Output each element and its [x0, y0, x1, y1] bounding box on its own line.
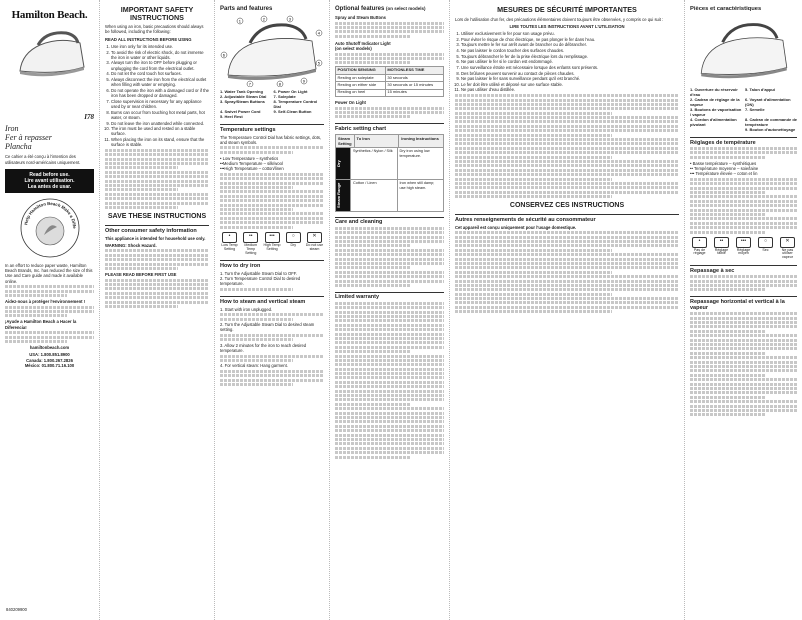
part-item: 1. Water Tank Opening	[220, 89, 263, 94]
safety-item: 10. The iron must be used and rested on a stable surface.	[111, 126, 209, 137]
safety-list	[105, 44, 209, 148]
phone-mexico-number: 01.800.71.16.100	[41, 362, 75, 368]
steam-step: 1. Start with iron unplugged.	[220, 306, 273, 312]
safety-item: 7. Close supervision is necessary for any appliance used by or near children.	[111, 99, 209, 110]
pos-cell: Resting on either side	[336, 82, 386, 89]
auto-shutoff-title: Auto Shutoff Indicator Light	[335, 40, 391, 46]
piece-item: 7. Semelle	[745, 107, 765, 112]
fabric-header: To Iron	[354, 135, 399, 147]
mesures-item: 2. Pour éviter le risque de choc électrique, ne pas plonger le fer dans l'eau.	[461, 37, 679, 42]
temp-icon-label: Medium Temp Setting	[244, 242, 258, 255]
svg-text:2: 2	[262, 16, 266, 22]
fabric-cell: Synthetics / Nylon / Silk	[350, 148, 397, 179]
safety-item: 11. When placing the iron on its stand, ensure that the surface is stable.	[111, 137, 209, 148]
fabric-side-label: Steam Range	[336, 180, 350, 211]
cover-intro-fr: Ce cahier a été conçu à l'intention des utilisateurs nord-américains uniquement.	[5, 154, 81, 165]
reglage-icon	[734, 237, 753, 261]
temp-item: •••High Temperature – cotton/linen	[220, 166, 284, 172]
pos-header: MOTIONLESS TIME	[385, 67, 443, 74]
iron-temp-icon: •	[222, 232, 237, 243]
features-panel	[330, 0, 450, 620]
reglage-icon-label: Sec	[762, 247, 769, 252]
svg-text:6: 6	[222, 52, 226, 58]
mesures-item: 4. Ne pas laisser le cordon toucher des surfaces chaudes.	[461, 48, 679, 53]
svg-text:3: 3	[288, 16, 292, 22]
temp-icon	[284, 232, 303, 256]
read-before-use-box	[5, 169, 94, 193]
safety-item: 3. Always turn the iron to OFF before plugging or unplugging the cord from the electrical outlet.	[111, 60, 209, 71]
dry-iron-step: 1. Turn the Adjustable Steam Dial to OFF.	[220, 270, 298, 276]
safety-item: 6. Do not operate the iron with a damaged cord or if the iron has been dropped or damaged.	[111, 88, 209, 99]
iron-temp-icon: •	[692, 237, 707, 248]
dry-iron-title: How to dry iron	[220, 260, 324, 269]
pos-cell: Resting on heel	[336, 89, 386, 96]
pos-cell: 15 minutes	[385, 89, 443, 96]
phone-canada-number: 1.800.267.2826	[43, 357, 73, 363]
features-title-note: (on select models)	[386, 6, 426, 11]
reglage-icon	[690, 237, 709, 261]
part-item: 4. Swivel Power Cord	[220, 109, 261, 114]
power-on-title: Power On Light	[335, 100, 366, 106]
piece-item	[690, 127, 742, 132]
fabric-row	[336, 147, 443, 179]
piece-item: 5. Talon d'appui	[745, 87, 775, 92]
mesures-col-left	[455, 6, 679, 315]
mesures-item: 3. Toujours mettre le fer sur arrêt avant de brancher ou de débrancher.	[461, 42, 679, 47]
doc-code: 840209900	[6, 606, 27, 612]
phone-usa-label: USA:	[29, 352, 40, 358]
cover-paragraph-es-heading: ¡Ayude a Hamilton Beach a Hacer la Diferencia!	[5, 319, 77, 330]
piece-item: 3. Boutons de vaporisation / vapeur	[690, 107, 742, 117]
phone-mexico	[5, 363, 94, 368]
iron-temp-icon: •••	[265, 232, 280, 243]
spray-title: Spray and Steam Buttons	[335, 15, 386, 20]
steam-title: How to steam and vertical steam	[220, 296, 324, 305]
phone-usa-number: 1.800.851.8900	[40, 352, 70, 358]
parts-title: Parts and features	[220, 6, 273, 12]
temp-icon	[241, 232, 260, 256]
auto-shutoff-note: (on select models)	[335, 46, 372, 52]
pieces-list	[690, 87, 797, 132]
fabric-cell: Dry iron using low temperature.	[397, 148, 444, 179]
fabric-side-label: Dry	[336, 148, 350, 179]
piece-item: 4. Cordon d'alimentation pivotant	[690, 117, 737, 127]
piece-item: 9. Bouton d'autonettoyage	[745, 127, 796, 132]
fabric-cell: Cotton / Linen	[350, 180, 397, 211]
fabric-cell: Iron when still damp; use high steam.	[397, 180, 444, 211]
mesures-read-all: LIRE TOUTES LES INSTRUCTIONS AVANT L'UTILISATION	[509, 23, 625, 29]
iron-temp-icon: ••	[243, 232, 258, 243]
safety-read-all: READ ALL INSTRUCTIONS BEFORE USING	[105, 36, 192, 42]
other-safety-note-1: WARNING: Shock Hazard.	[105, 242, 157, 248]
pos-cell: Resting on soleplate	[336, 74, 386, 81]
reglages-title: Réglages de température	[690, 137, 797, 146]
svg-text:8: 8	[278, 81, 282, 87]
temp-icon-label: High Temp Setting	[263, 242, 281, 251]
part-item: 9. Self-Clean Button	[273, 109, 312, 114]
mesures-item: 9. Ne pas laisser le fer sans surveillance pendant qu'il est branché.	[461, 76, 679, 81]
mesures-panel	[450, 0, 685, 620]
fabric-chart-header	[336, 135, 443, 147]
mesures-item: 5. Toujours débrancher le fer de la prise électrique lors du remplissage.	[461, 54, 679, 59]
temp-icon-label: Low Temp Setting	[221, 242, 238, 251]
svg-text:4: 4	[317, 30, 321, 36]
temp-icon	[305, 232, 324, 256]
pos-cell: 30 seconds or 15 minutes	[385, 82, 443, 89]
part-item: 5. Heel Rest	[220, 114, 243, 119]
autres-title: Autres renseignements de sécurité au consommateur	[455, 214, 679, 223]
piece-item: 2. Cadran de réglage de la vapeur	[690, 97, 740, 107]
cover-paragraph-en: In an effort to reduce paper waste, Hamilton Beach Brands, Inc. has reduced the size of this Use and Care guide and made it available online.	[5, 262, 93, 284]
mesures-item: 8. Des brûlures peuvent survenir au contact de pièces chaudes.	[461, 71, 679, 76]
parts-diagram	[220, 15, 324, 87]
iron-temp-icon: •••	[736, 237, 751, 248]
fabric-row	[336, 179, 443, 211]
no-steam-icon: ✕	[307, 232, 322, 243]
pos-header: POSITION SENSING	[336, 67, 386, 74]
mesures-list	[455, 31, 679, 93]
temp-icons-row	[220, 232, 324, 256]
temp-icon-label: Dry	[290, 242, 297, 247]
svg-text:7: 7	[248, 81, 252, 87]
read-es: Lea antes de usar.	[27, 183, 72, 190]
reglage-icon-label: Réglage faible	[714, 247, 729, 256]
fabric-chart	[335, 134, 444, 212]
mesures-item: 11. Ne pas utiliser d'eau distillée.	[461, 87, 679, 92]
safety-item: 8. Burns can occur from touching hot metal parts, hot water, or steam.	[111, 110, 209, 121]
mesures-item: 7. Une surveillance étroite est nécessaire lorsque des enfants sont présents.	[461, 65, 679, 70]
safety-item: 1. Use iron only for its intended use.	[111, 44, 209, 49]
safety-intro: When using an iron, basic precautions should always be followed, including the following:	[105, 24, 204, 35]
badge-text: Help Hamilton Beach Make a Diffe	[22, 200, 77, 229]
care-title: Care and cleaning	[335, 217, 444, 226]
reglage-icons-row	[690, 237, 797, 261]
save-instructions-title: SAVE THESE INSTRUCTIONS	[107, 213, 207, 220]
conservez-title: CONSERVEZ CES INSTRUCTIONS	[509, 202, 625, 210]
svg-text:1: 1	[238, 18, 242, 24]
reglage-icon-label: Ne pas utiliser vapeur	[781, 247, 794, 260]
temp-icon	[220, 232, 239, 256]
phone-canada-label: Canada:	[26, 357, 43, 363]
steam-step: 4. For vertical steam: Hang garment.	[220, 363, 288, 369]
pieces-panel	[685, 0, 802, 620]
title-fr: Fer à repasser	[5, 132, 52, 142]
iron-illustration	[10, 23, 90, 83]
reglage-icon	[756, 237, 775, 261]
steam-step: 2. Turn the Adjustable Steam Dial to desired steam setting.	[220, 322, 315, 333]
brand-logo: Hamilton Beach.	[11, 9, 88, 21]
cover-panel	[0, 0, 100, 620]
repassage-vapeur-title: Repassage horizontal et vertical à la vapeur	[690, 296, 797, 311]
mesures-intro: Lors de l'utilisation d'un fer, des précautions élémentaires doivent toujours être observées, y compris ce qui suit :	[455, 16, 664, 22]
part-item: 8. Temperature Control Dial	[273, 99, 318, 109]
mesures-item: 1. Utiliser exclusivement le fer pour son usage prévu.	[461, 31, 679, 36]
reglage-icon-label: Réglage moyen	[736, 247, 751, 256]
safety-panel	[100, 0, 215, 620]
features-title-text: Optional features	[335, 6, 385, 12]
warranty-title: Limited warranty	[335, 292, 444, 301]
features-title	[335, 6, 444, 12]
dry-iron-step: 2. Turn Temperature Control Dial to desired temperature.	[220, 276, 301, 287]
steam-step: 3. Allow 2 minutes for the iron to reach desired temperature.	[220, 342, 307, 353]
piece-item: 6. Voyant d'alimentation (ON)	[745, 97, 791, 107]
temp-item: ••Medium Temperature – silk/wool	[220, 161, 283, 167]
svg-text:9: 9	[302, 78, 306, 84]
safety-item: 2. To avoid the risk of electric shock, do not immerse the iron in water or other liquids.	[111, 50, 209, 61]
reglage-icon	[712, 237, 731, 261]
reglage-item: •• Température moyenne – soie/laine	[690, 165, 759, 171]
parts-list	[220, 89, 324, 119]
read-fr: Lire avant utilisation.	[24, 177, 75, 184]
fabric-header: Ironing Instructions	[398, 135, 443, 147]
temp-item: • Low Temperature – synthetics	[220, 155, 279, 161]
autres-sub: Cet appareil est conçu uniquement pour l'usage domestique.	[455, 224, 577, 230]
safety-item: 5. Always disconnect the iron from the electrical outlet when filling with water or emptying.	[111, 77, 209, 88]
part-item: 7. Soleplate	[273, 94, 296, 99]
reglage-icon	[778, 237, 797, 261]
other-safety-sub: This appliance is intended for household use only.	[105, 235, 206, 241]
part-item: 3. Spray/Steam Buttons	[220, 99, 265, 104]
mesures-title: MESURES DE SÉCURITÉ IMPORTANTES	[497, 5, 637, 14]
read-en: Read before use.	[29, 171, 70, 178]
temp-icon-label: Do not use steam	[305, 242, 324, 251]
mesures-item: 6. Ne pas utiliser le fer si le cordon est endommagé.	[461, 59, 679, 64]
reglage-icon-label: Pas de réglage	[693, 247, 706, 256]
website-link[interactable]: hamiltonbeach.com	[29, 345, 70, 351]
pieces-diagram	[691, 15, 797, 85]
part-item: 6. Power On Light	[273, 89, 308, 94]
dry-icon: ○	[758, 237, 773, 248]
safety-item: 9. Do not leave the iron unattended while connected.	[111, 121, 209, 126]
cover-paragraph-fr-heading: Aidez-nous à protéger l'environnement !	[5, 299, 86, 305]
no-steam-icon: ✕	[780, 237, 795, 248]
position-sensing-table	[335, 66, 444, 97]
cover-titles	[5, 125, 94, 151]
part-item: 2. Adjustable Steam Dial	[220, 94, 267, 99]
phone-mexico-label: México:	[24, 362, 41, 368]
parts-panel	[215, 0, 330, 620]
eco-badge-icon	[19, 197, 81, 259]
fabric-chart-title: Fabric setting chart	[335, 123, 444, 132]
other-safety-title: Other consumer safety information	[105, 225, 209, 234]
iron-temp-icon: ••	[714, 237, 729, 248]
fabric-header: Steam Setting	[338, 135, 352, 146]
repassage-sec-title: Repassage à sec	[690, 265, 797, 274]
dry-icon: ○	[286, 232, 301, 243]
mesures-item: 10. Le fer doit être utilisé et déposé sur une surface stable.	[461, 82, 679, 87]
svg-text:5: 5	[317, 60, 321, 66]
piece-item: 8. Cadran de commande de température	[745, 117, 798, 127]
pos-cell: 30 seconds	[385, 74, 443, 81]
piece-item: 1. Ouverture du réservoir d'eau	[690, 87, 738, 97]
other-safety-note-2: PLEASE READ BEFORE FIRST USE	[105, 271, 177, 277]
safety-title: IMPORTANT SAFETY INSTRUCTIONS	[120, 5, 194, 22]
reglage-item: ••• Température élevée – coton et lin	[690, 171, 758, 177]
title-en: Iron	[5, 124, 19, 133]
safety-item: 4. Do not let the cord touch hot surfaces.	[111, 71, 209, 76]
temp-icon	[263, 232, 282, 256]
title-es: Plancha	[5, 141, 32, 151]
model-number: I78	[84, 113, 94, 121]
pieces-title: Pièces et caractéristiques	[690, 6, 762, 12]
temp-settings-title: Temperature settings	[220, 124, 324, 133]
reglage-item: • Basse température – synthétiques	[690, 160, 757, 166]
temp-settings-intro: The Temperature Control Dial has fabric settings, dots, and steam symbols.	[220, 134, 322, 145]
